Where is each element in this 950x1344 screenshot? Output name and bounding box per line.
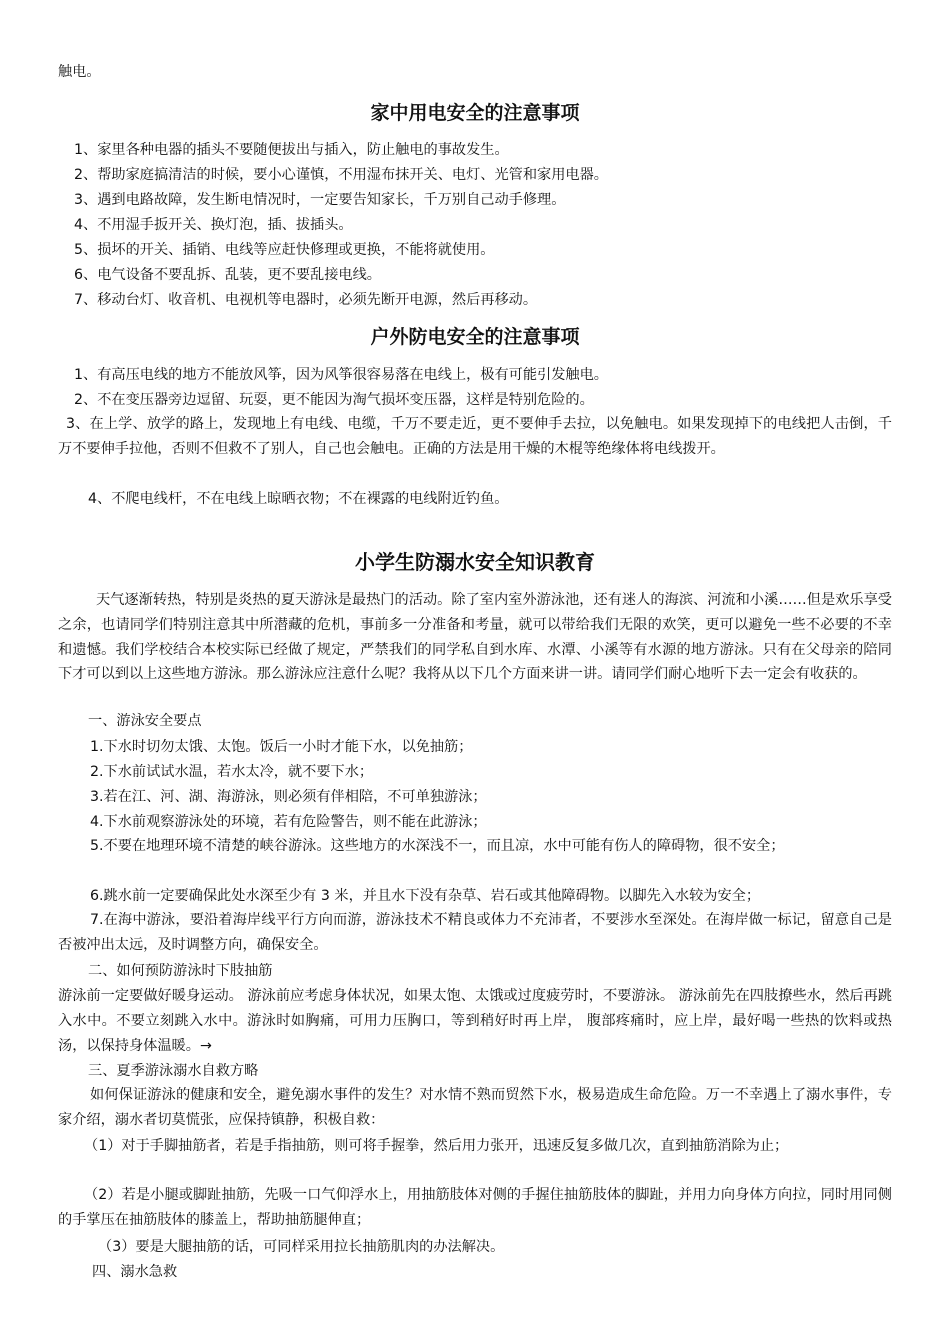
top-fragment: 触电。 <box>58 64 101 80</box>
section-2-body: 游泳前一定要做好暖身运动。 游泳前应考虑身体状况，如果太饱、太饿或过度疲劳时，不要游泳。 游泳前先在四肢撩些水，然后再跳入水中。不要立刻跳入水中。游泳时如胸痛，可用力压胸口，等到稍好时再上岸， 腹部疼痛时，应上岸，最好喝一些热的饮料或热汤，以保持身体温暖。→ <box>58 988 892 1054</box>
safety-point-5: 5.不要在地理环境不清楚的峡谷游泳。这些地方的水深浅不一，而且凉，水中可能有伤人的障碍物，很不安全； <box>90 838 785 854</box>
home-item-1: 1、家里各种电器的插头不要随便拔出与插入，防止触电的事故发生。 <box>74 142 509 158</box>
outdoor-item-3: 3、在上学、放学的路上，发现地上有电线、电缆，千万不要走近，更不要伸手去拉，以免触电。如果发现掉下的电线把人击倒，千万不要伸手拉他，否则不但救不了别人，自己也会触电。正确的方法是用干燥的木棍等绝缘体将电线拨开。 <box>58 416 892 457</box>
home-item-4: 4、不用湿手扳开关、换灯泡，插、拔插头。 <box>74 217 353 233</box>
cramp-tip-3: （3）要是大腿抽筋的话，可同样采用拉长抽筋肌肉的办法解决。 <box>98 1239 505 1255</box>
home-item-2: 2、帮助家庭搞清洁的时候，要小心谨慎，不用湿布抹开关、电灯、光管和家用电器。 <box>74 167 608 183</box>
home-item-5: 5、损坏的开关、插销、电线等应赶快修理或更换，不能将就使用。 <box>74 242 495 258</box>
section-2-heading: 二、如何预防游泳时下肢抽筋 <box>88 963 273 979</box>
section-1-heading: 一、游泳安全要点 <box>88 713 202 729</box>
safety-point-1: 1.下水时切勿太饿、太饱。饭后一小时才能下水，以免抽筋； <box>90 739 473 755</box>
drowning-title: 小学生防溺水安全知识教育 <box>355 550 595 574</box>
cramp-tip-1: （1）对于手脚抽筋者，若是手指抽筋，则可将手握拳，然后用力张开，迅速反复多做几次，直到抽筋消除为止； <box>84 1138 789 1154</box>
outdoor-item-1: 1、有高压电线的地方不能放风筝，因为风筝很容易落在电线上，极有可能引发触电。 <box>74 367 608 383</box>
safety-point-4: 4.下水前观察游泳处的环境，若有危险警告，则不能在此游泳； <box>90 814 487 830</box>
outdoor-item-2: 2、不在变压器旁边逗留、玩耍，更不能因为淘气损坏变压器，这样是特别危险的。 <box>74 392 594 408</box>
safety-point-3: 3.若在江、河、湖、海游泳，则必须有伴相陪，不可单独游泳； <box>90 789 487 805</box>
home-item-6: 6、电气设备不要乱拆、乱装，更不要乱接电线。 <box>74 267 381 283</box>
safety-point-6: 6.跳水前一定要确保此处水深至少有 3 米，并且水下没有杂草、岩石或其他障碍物。以脚先入水较为安全； <box>90 888 761 904</box>
cramp-tip-2: （2）若是小腿或脚趾抽筋，先吸一口气仰浮水上，用抽筋肢体对侧的手握住抽筋肢体的脚趾，并用力向身体方向拉，同时用同侧的手掌压在抽筋肢体的膝盖上，帮助抽筋腿伸直； <box>58 1187 892 1228</box>
drowning-intro: 天气逐渐转热，特别是炎热的夏天游泳是最热门的活动。除了室内室外游泳池，还有迷人的海滨、河流和小溪……但是欢乐享受之余，也请同学们特别注意其中所潜藏的危机，事前多一分准备和考量，就可以带给我们无限的欢笑，更可以避免一些不必要的不幸和遗憾。我们学校结合本校实际已经做了规定，严禁我们的同学私自到水库、水潭、小溪等有水源的地方游泳。只有在父母亲的陪同下才可以到以上这些地方游泳。那么游泳应注意什么呢？我将从以下几个方面来讲一讲。请同学们耐心地听下去一定会有收获的。 <box>58 592 892 683</box>
safety-point-7: 7.在海中游泳，要沿着海岸线平行方向而游，游泳技术不精良或体力不充沛者，不要涉水至深处。在海岸做一标记，留意自己是否被冲出太远，及时调整方向，确保安全。 <box>58 912 892 953</box>
safety-point-2: 2.下水前试试水温，若水太冷，就不要下水； <box>90 764 374 780</box>
outdoor-safety-title: 户外防电安全的注意事项 <box>370 326 580 348</box>
home-safety-title: 家中用电安全的注意事项 <box>370 102 580 124</box>
section-3-body: 如何保证游泳的健康和安全，避免溺水事件的发生？对水情不熟而贸然下水，极易造成生命危险。万一不幸遇上了溺水事件，专家介绍，溺水者切莫慌张，应保持镇静，积极自救： <box>58 1087 892 1128</box>
home-item-3: 3、遇到电路故障，发生断电情况时，一定要告知家长，千万别自己动手修理。 <box>74 192 566 208</box>
home-item-7: 7、移动台灯、收音机、电视机等电器时，必须先断开电源，然后再移动。 <box>74 292 538 308</box>
section-4-heading: 四、溺水急救 <box>92 1264 178 1280</box>
outdoor-item-4: 4、不爬电线杆，不在电线上晾晒衣物；不在裸露的电线附近钓鱼。 <box>88 491 509 507</box>
section-3-heading: 三、夏季游泳溺水自救方略 <box>88 1063 259 1079</box>
